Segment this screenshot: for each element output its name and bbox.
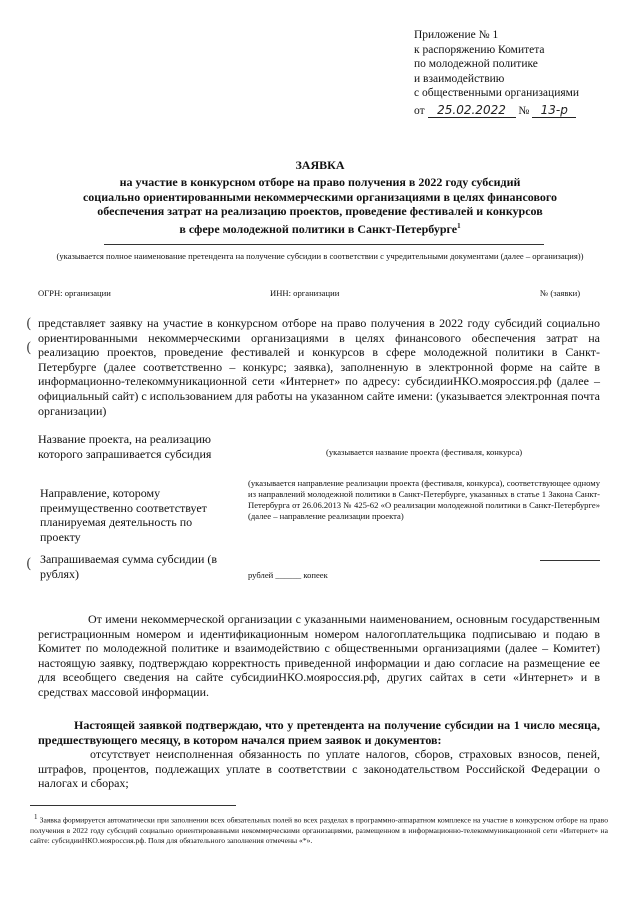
project-name-hint: (указывается название проекта (фестиваля, конкурса): [326, 447, 523, 457]
title-heading: ЗАЯВКА: [295, 158, 345, 172]
number-handwritten: 13-р: [532, 103, 576, 119]
title-line: в сфере молодежной политики в Санкт-Петербурге: [179, 222, 458, 237]
appendix-block: [414, 28, 634, 118]
amount-top-line: [540, 560, 600, 561]
appendix-line: к распоряжению Комитета: [414, 43, 545, 56]
rubles-label: рублей: [248, 570, 274, 580]
amount-value: [248, 570, 328, 580]
footnote-separator: [30, 805, 236, 806]
date-prefix: от: [414, 104, 425, 117]
direction-label: Направление, которому преимущественно соответствует планируемая деятельность по проекту: [40, 486, 207, 544]
title-line-last: [40, 219, 600, 237]
intro-paragraph: представляет заявку на участие в конкурсном отборе на право получения в 2022 году субсидий социально ориентированными некоммерческими организациями в целях финансового обеспечения затрат на реализацию проектов, проведение фестивалей и конкурсов в сфере молодежной политики в Санкт-Петербурге (далее соответственно – конкурс; заявка), заполненную в электронной форме на сайте в информационно-телекоммуникационной сети «Интернет» по адресу: субсидииНКО.мояроссия.рф (далее – официальный сайт) с использованием для работы на указанном сайте имени: (указывается электронная почта организации): [38, 316, 600, 418]
title-footnote-mark: 1: [457, 222, 461, 231]
org-name-line: [104, 244, 544, 245]
appendix-line: с общественными организациями: [414, 87, 580, 99]
document-title: [40, 158, 600, 237]
inn-field: ИНН: организации: [270, 288, 340, 298]
consent-paragraph: От имени некоммерческой организации с указанными наименованием, основным государственным регистрационным номером и идентификационным номером налогоплательщика подписываю и подаю в Комитет по молодежной политике и взаимодействию с общественными организациями (далее – Комитет) настоящую заявку, подтверждаю корректность приведенной информации и даю согласие на размещение ее для всеобщего сведения на сайте субсидииНКО.мояроссия.рф, других сайтах в сети «Интернет» и в средствах массовой информации.: [38, 612, 600, 699]
title-line: на участие в конкурсном отборе на право получения в 2022 году субсидий: [119, 174, 521, 189]
rubles-blank: ______: [275, 570, 302, 580]
application-number-field: № (заявки): [540, 288, 581, 298]
appendix-line: по молодежной политике: [414, 58, 538, 70]
scan-bracket: (: [26, 556, 32, 572]
org-name-hint: (указывается полное наименование претендента на получение субсидии в соответствии с учредительными документами (далее – организация)): [56, 251, 584, 261]
confirm-item: отсутствует неисполненная обязанность по уплате налогов, сборов, страховых взносов, пеней, штрафов, процентов, подлежащих уплате в соответствии с законодательством Российской Федерации о налогах и сборах;: [38, 747, 600, 791]
kopecks-label: копеек: [303, 570, 328, 580]
appendix-line: и взаимодействию: [414, 72, 505, 85]
scan-bracket: (: [26, 316, 32, 332]
direction-hint: (указывается направление реализации проекта (фестиваля, конкурса), соответствующее одному из направлений молодежной политики в Санкт-Петербурге, указанных в статье 1 Закона Санкт-Петербурга от 26.06.2013 № 425-62 «О реализации молодежной политики в Санкт-Петербурге» (далее – направление реализации проекта): [248, 478, 600, 521]
appendix-line: Приложение № 1: [414, 29, 499, 41]
footnote-text: Заявка формируется автоматически при заполнении всех обязательных полей во всех разделах в программно-аппаратном комплексе на участие в конкурсном отборе на право получения в 2022 году субсидий социально ориентированными некоммерческими организациями, размещенном в информационно-телекоммуникационной сети «Интернет» на сайте: субсидииНКО.мояроссия.рф. Поля для обязательного заполнения отмечены «*».: [30, 815, 608, 845]
project-name-label: Название проекта, на реализацию которого запрашивается субсидия: [38, 432, 212, 461]
scan-bracket: (: [26, 340, 32, 356]
footnote-mark: 1: [34, 813, 38, 821]
confirm-heading: Настоящей заявкой подтверждаю, что у претендента на получение субсидии на 1 число месяца, предшествующего месяцу, в котором начался прием заявок и документов:: [38, 718, 600, 747]
footnote: [30, 812, 608, 846]
amount-label: Запрашиваемая сумма субсидии (в рублях): [40, 552, 218, 581]
title-line: обеспечения затрат на реализацию проектов, проведение фестивалей и конкурсов: [97, 204, 543, 219]
date-handwritten: 25.02.2022: [428, 103, 516, 119]
appendix-date-line: [414, 103, 634, 119]
title-line: социально ориентированными некоммерческими организациями в целях финансового: [82, 189, 558, 204]
number-sign: №: [518, 104, 530, 117]
ogrn-field: ОГРН: организации: [38, 288, 111, 298]
